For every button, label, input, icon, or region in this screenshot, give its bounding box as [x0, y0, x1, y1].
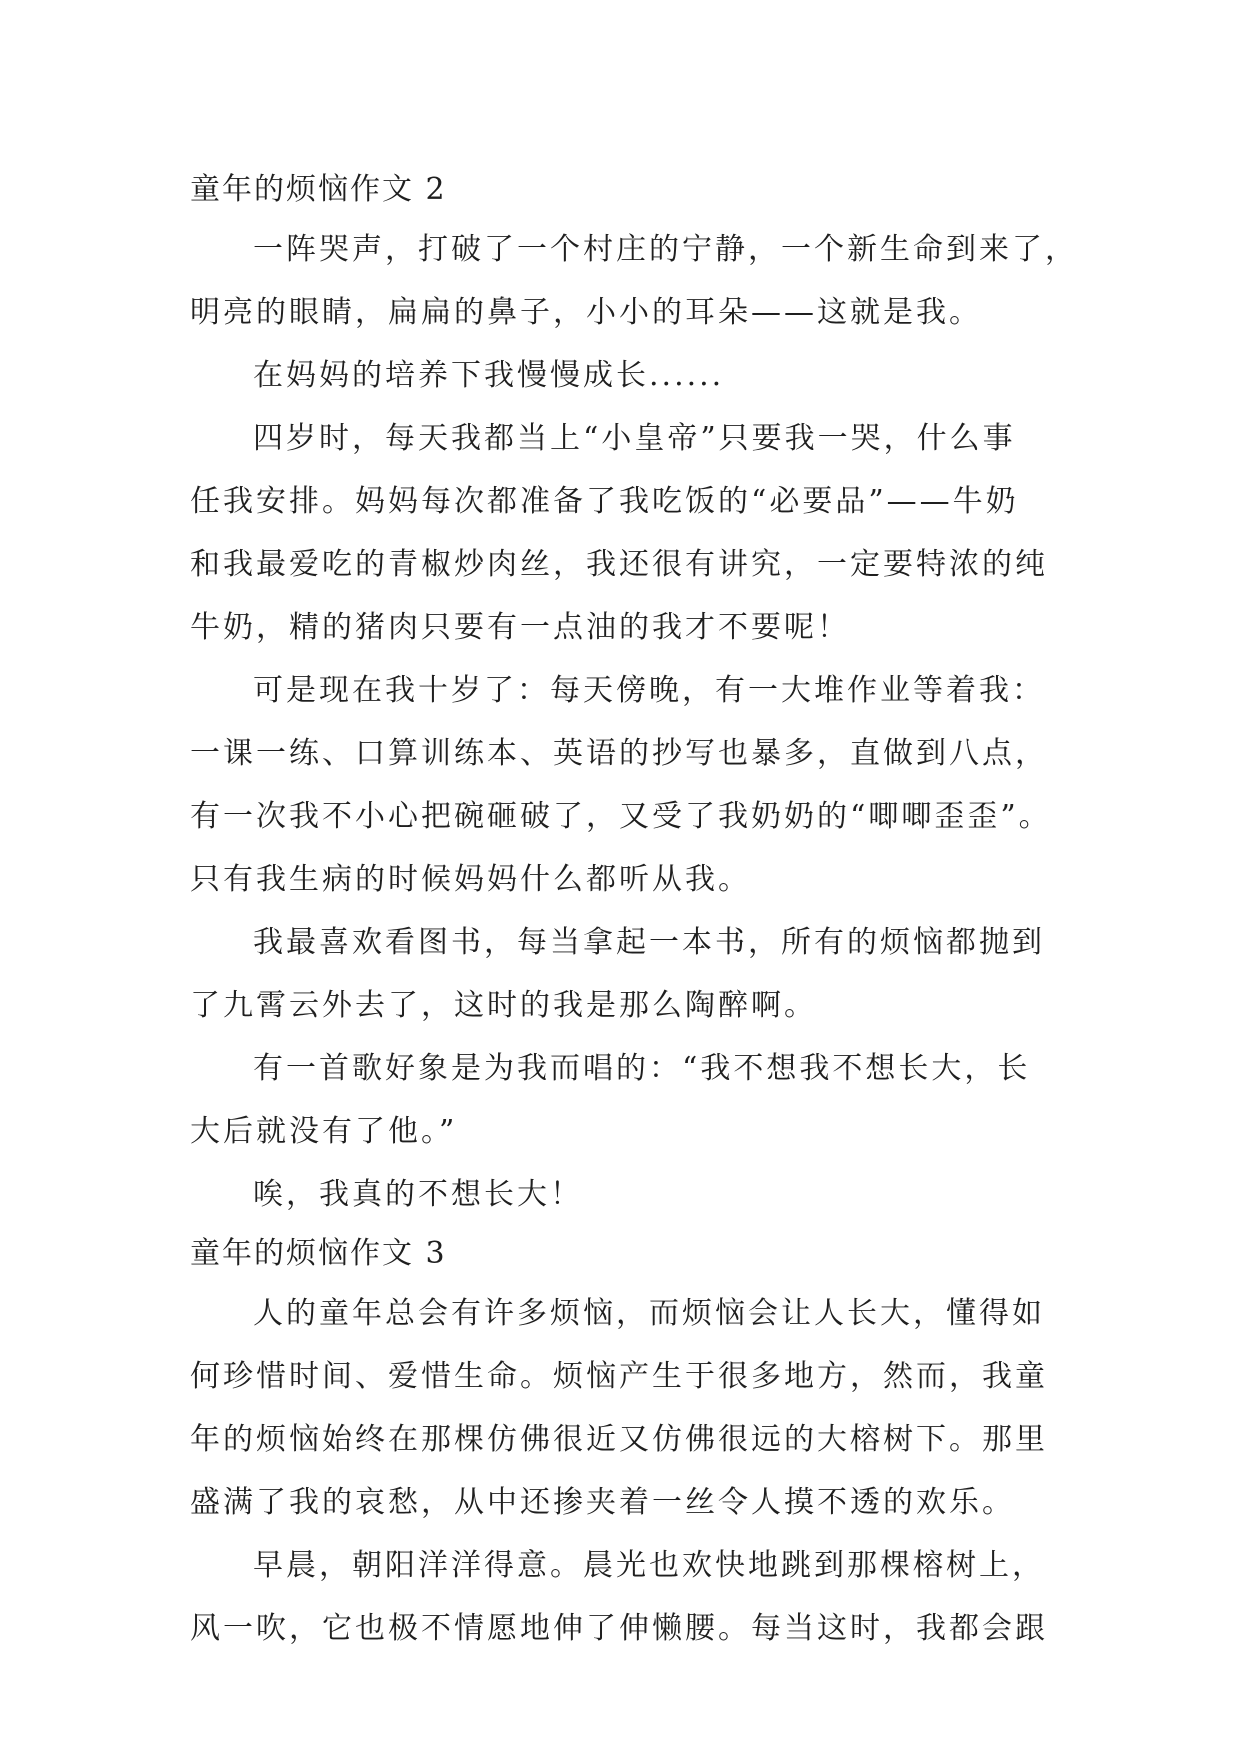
paragraph-line: 一课一练、口算训练本、英语的抄写也暴多，直做到八点， — [190, 736, 1048, 771]
paragraph-line: 和我最爱吃的青椒炒肉丝，我还很有讲究，一定要特浓的纯 — [190, 547, 1048, 582]
essay-title-2: 童年的烦恼作文 2 — [190, 172, 447, 207]
paragraph-line: 风一吹，它也极不情愿地伸了伸懒腰。每当这时，我都会跟 — [190, 1611, 1048, 1646]
paragraph-line: 有一首歌好象是为我而唱的：“我不想我不想长大，长 — [253, 1051, 1031, 1086]
paragraph-line: 大后就没有了他。” — [190, 1114, 458, 1149]
document-body — [190, 162, 1078, 1660]
essay-title-3: 童年的烦恼作文 3 — [190, 1236, 447, 1271]
paragraph-line: 明亮的眼睛，扁扁的鼻子，小小的耳朵——这就是我。 — [190, 295, 982, 330]
paragraph-line: 人的童年总会有许多烦恼，而烦恼会让人长大，懂得如 — [253, 1296, 1045, 1331]
paragraph-line: 一阵哭声，打破了一个村庄的宁静，一个新生命到来了， — [253, 232, 1078, 267]
paragraph-line: 任我安排。妈妈每次都准备了我吃饭的“必要品”——牛奶 — [190, 484, 1019, 519]
paragraph-line: 牛奶，精的猪肉只要有一点油的我才不要呢！ — [190, 610, 850, 645]
paragraph-line: 四岁时，每天我都当上“小皇帝”只要我一哭，什么事 — [253, 421, 1016, 456]
paragraph-line: 只有我生病的时候妈妈什么都听从我。 — [190, 862, 751, 897]
paragraph-line: 我最喜欢看图书，每当拿起一本书，所有的烦恼都抛到 — [253, 925, 1045, 960]
paragraph-line: 了九霄云外去了，这时的我是那么陶醉啊。 — [190, 988, 817, 1023]
paragraph-line: 年的烦恼始终在那棵仿佛很近又仿佛很远的大榕树下。那里 — [190, 1422, 1048, 1457]
paragraph-line: 有一次我不小心把碗砸破了，又受了我奶奶的“唧唧歪歪”。 — [190, 799, 1052, 834]
paragraph-line: 早晨，朝阳洋洋得意。晨光也欢快地跳到那棵榕树上， — [253, 1548, 1045, 1583]
paragraph-line: 何珍惜时间、爱惜生命。烦恼产生于很多地方，然而，我童 — [190, 1359, 1048, 1394]
paragraph-line: 可是现在我十岁了：每天傍晚，有一大堆作业等着我： — [253, 673, 1045, 708]
paragraph-line: 在妈妈的培养下我慢慢成长...... — [253, 358, 725, 393]
paragraph-line: 盛满了我的哀愁，从中还掺夹着一丝令人摸不透的欢乐。 — [190, 1485, 1015, 1520]
paragraph-line: 唉，我真的不想长大！ — [253, 1177, 583, 1212]
